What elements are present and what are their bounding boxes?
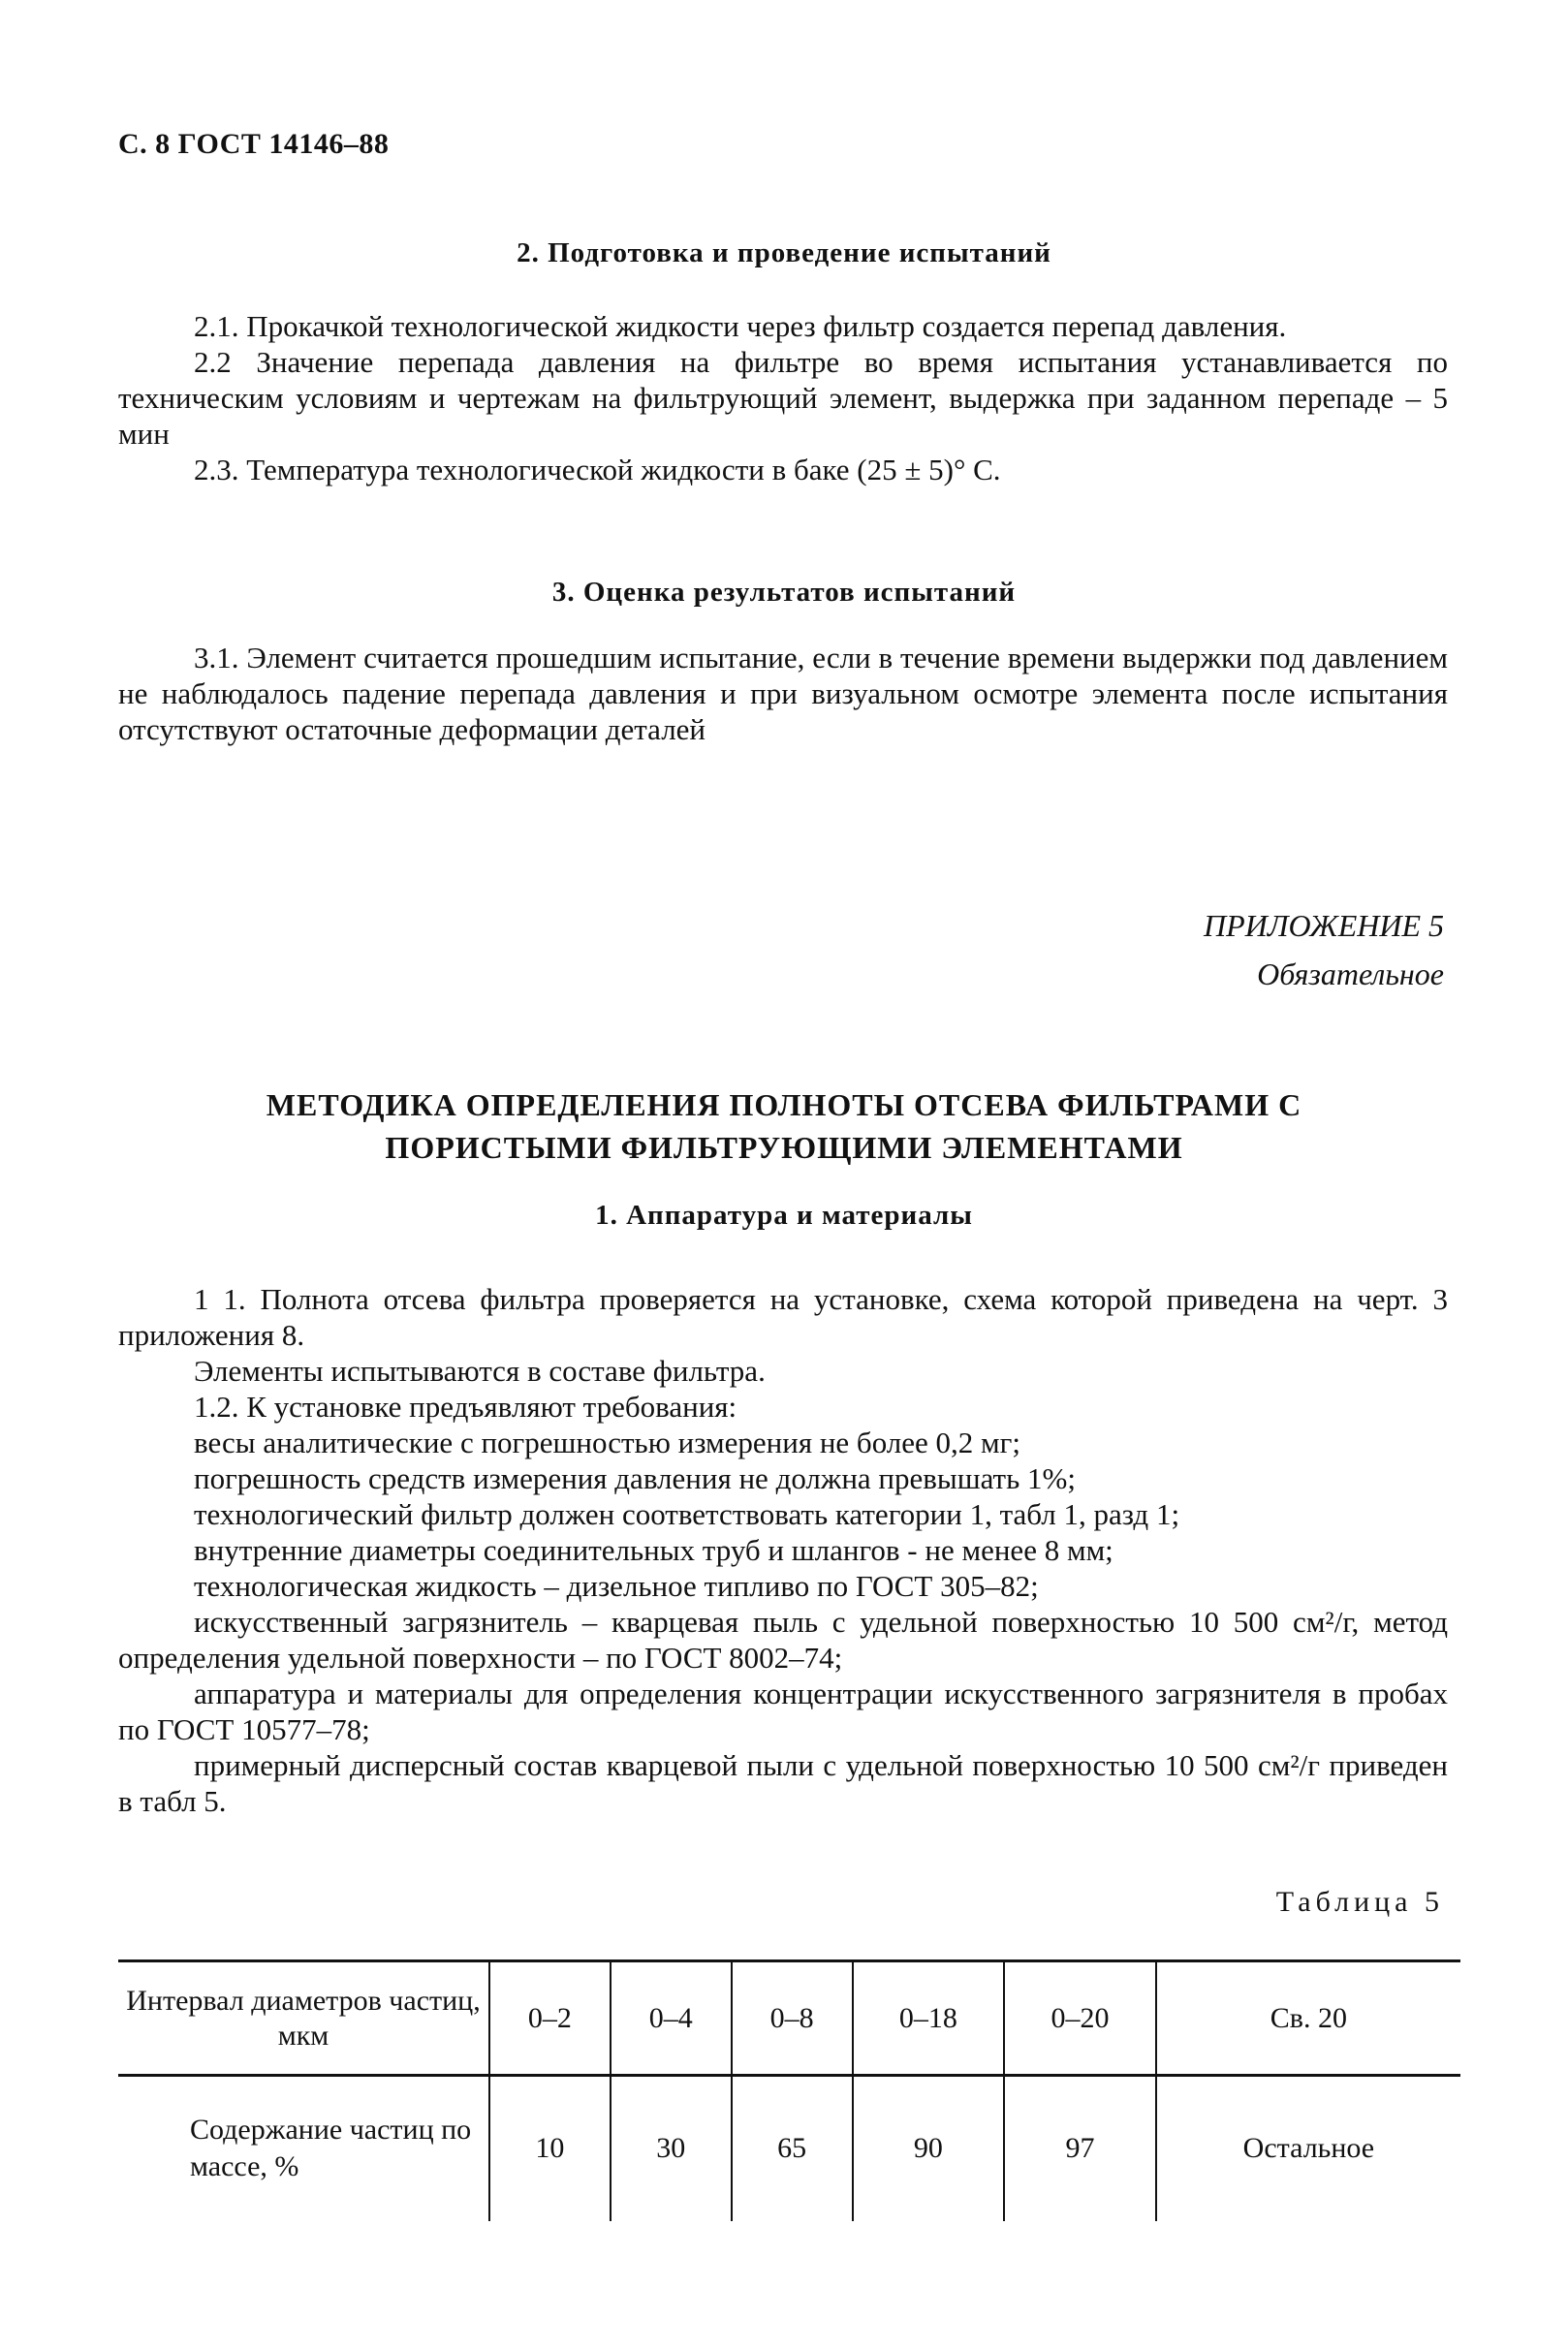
table-row: [118, 2076, 1460, 2221]
table-column-header: Св. 20: [1156, 1961, 1460, 2076]
table-header-label: Интервал диаметров частиц, мкм: [118, 1961, 489, 2076]
appendix-status: Обязательное: [1257, 956, 1444, 991]
paragraph-2-2: 2.2 Значение перепада давления на фильтре во время испытания устанавливается по техническим условиям и чертежам на фильтрующий элемент, выдержка при заданном перепаде – 5 мин: [118, 345, 1448, 451]
table-header-row: [118, 1961, 1460, 2076]
requirement-item: весы аналитические с погрешностью измерения не более 0,2 мг;: [194, 1426, 1020, 1459]
section-2-title: 2. Подготовка и проведение испытаний: [517, 237, 1051, 268]
main-title-line-2: ПОРИСТЫМИ ФИЛЬТРУЮЩИМИ ЭЛЕМЕНТАМИ: [385, 1130, 1183, 1165]
paragraph-2-3: 2.3. Температура технологической жидкости в баке (25 ± 5)° С.: [194, 453, 1001, 486]
requirement-item: внутренние диаметры соединительных труб и шлангов - не менее 8 мм;: [194, 1533, 1113, 1567]
table-column-header: 0–20: [1004, 1961, 1156, 2076]
appendix-block: [1204, 901, 1444, 998]
table-caption: Таблица 5: [1275, 1886, 1444, 1918]
section-1-body: [118, 1281, 1448, 1819]
main-title: [0, 1083, 1568, 1169]
particle-distribution-table: [118, 1959, 1460, 2221]
section-3-body: [118, 640, 1448, 747]
requirement-item: искусственный загрязнитель – кварцевая пыль с удельной поверхностью 10 500 см²/г, метод определения удельной поверхности – по ГОСТ 8002–74;: [118, 1605, 1448, 1675]
paragraph-1-2: 1.2. К установке предъявляют требования:: [194, 1390, 737, 1424]
table-cell: 10: [489, 2076, 611, 2221]
main-title-line-1: МЕТОДИКА ОПРЕДЕЛЕНИЯ ПОЛНОТЫ ОТСЕВА ФИЛЬТРАМИ С: [266, 1087, 1302, 1122]
page-header: С. 8 ГОСТ 14146–88: [118, 128, 390, 160]
requirement-item: примерный дисперсный состав кварцевой пыли с удельной поверхностью 10 500 см²/г приведен в табл 5.: [118, 1748, 1448, 1818]
table-column-header: 0–4: [611, 1961, 732, 2076]
table-column-header: 0–18: [853, 1961, 1005, 2076]
requirement-item: аппаратура и материалы для определения концентрации искусственного загрязнителя в пробах по ГОСТ 10577–78;: [118, 1677, 1448, 1746]
paragraph-elements: Элементы испытываются в составе фильтра.: [194, 1354, 766, 1388]
requirement-item: технологическая жидкость – дизельное типливо по ГОСТ 305–82;: [194, 1569, 1039, 1603]
table-cell: 90: [853, 2076, 1005, 2221]
table-column-header: 0–8: [732, 1961, 853, 2076]
table-cell: Остальное: [1156, 2076, 1460, 2221]
paragraph-3-1: 3.1. Элемент считается прошедшим испытание, если в течение времени выдержки под давлением не наблюдалось падение перепада давления и при визуальном осмотре элемента после испытания отсутствуют остаточные деформации деталей: [118, 641, 1448, 746]
paragraph-1-1: 1 1. Полнота отсева фильтра проверяется на установке, схема которой приведена на черт. 3 приложения 8.: [118, 1282, 1448, 1352]
requirement-item: технологический фильтр должен соответствовать категории 1, табл 1, разд 1;: [194, 1497, 1180, 1531]
table-cell: 65: [732, 2076, 853, 2221]
section-3-title: 3. Оценка результатов испытаний: [551, 577, 1017, 608]
paragraph-2-1: 2.1. Прокачкой технологической жидкости через фильтр создается перепад давления.: [194, 309, 1287, 343]
appendix-label: ПРИЛОЖЕНИЕ 5: [1204, 908, 1444, 943]
table-cell: 97: [1004, 2076, 1156, 2221]
section-1-title: 1. Аппаратура и материалы: [595, 1200, 973, 1231]
section-2-body: [118, 308, 1448, 487]
table-cell: 30: [611, 2076, 732, 2221]
requirement-item: погрешность средств измерения давления не должна превышать 1%;: [194, 1461, 1076, 1495]
table-row-label: Содержание частиц по массе, %: [118, 2076, 489, 2221]
table-column-header: 0–2: [489, 1961, 611, 2076]
